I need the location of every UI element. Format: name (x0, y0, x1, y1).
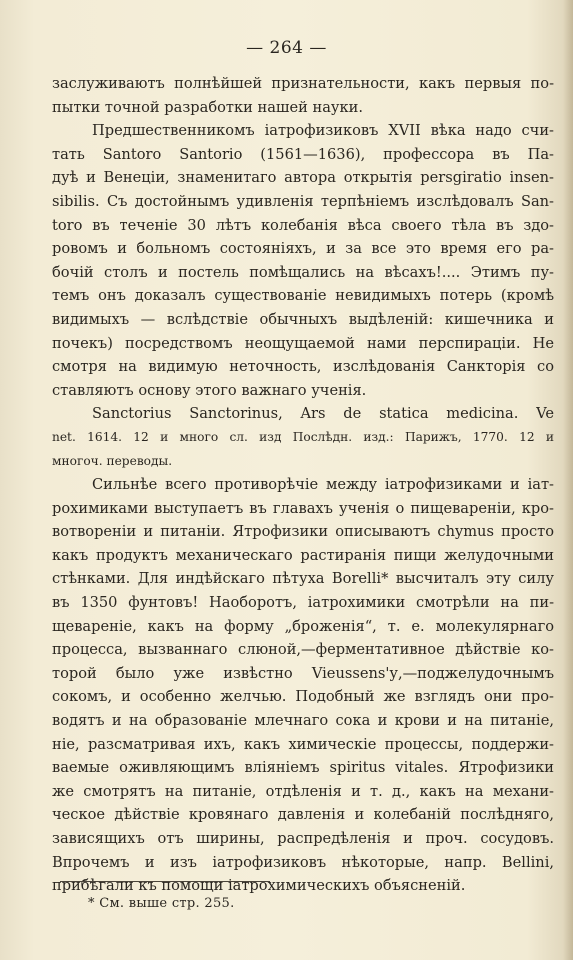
footnote: * См. выше стр. 255. (88, 896, 235, 911)
text-line: Впрочемъ и изъ iатрофизиковъ нѣкоторые, напр. Bellini, (52, 853, 554, 871)
text-line: почекъ) посредствомъ неощущаемой нами перспирацiи. Не (52, 334, 554, 352)
text-line: заслуживаютъ полнѣйшей признательности, какъ первыя по- (52, 75, 554, 92)
text-line: въ 1350 фунтовъ! Наоборотъ, iатрохимики смотрѣли на пи- (52, 594, 554, 612)
text-line: дуѣ и Венецiи, знаменитаго автора открытiя persgiratio insen- (52, 169, 554, 187)
text-line: пытки точной разработки нашей науки. (52, 98, 363, 116)
text-line: нiе, разсматривая ихъ, какъ химическiе процессы, поддержи- (52, 735, 554, 753)
text-line: многоч. переводы. (52, 453, 173, 468)
page-edge-shadow (563, 0, 573, 960)
footnote-divider (60, 881, 270, 882)
text-line: торой было уже извѣстно Vieussens'у,—поджелудочнымъ (52, 664, 554, 682)
text-line: сокомъ, и особенно желчью. Подобный же взглядъ они про- (52, 688, 554, 706)
text-line: Sanctorius Sanctorinus, Ars de statica medicina. Ve (92, 405, 554, 423)
page-number: — 264 — (246, 38, 327, 58)
text-line: процесса, вызваннаго слюной,—ферментативное дѣйствiе ко- (52, 641, 554, 659)
text-line: sibilis. Съ достойнымъ удивленiя терпѣнiемъ изслѣдовалъ San- (52, 192, 554, 210)
text-line: тать Santoro Santorio (1561—1636), профессора въ Па- (52, 145, 554, 163)
text-line: toro въ теченiе 30 лѣтъ колебанiя вѣса своего тѣла въ здо- (52, 216, 554, 234)
text-line: стѣнками. Для индѣйскаго пѣтуха Borelli* высчиталъ эту силу (52, 570, 554, 588)
text-line: водятъ и на образованiе млечнаго сока и крови и на питанiе, (52, 712, 554, 730)
text-line: прибѣгали къ помощи iатрохимическихъ объясненiй. (52, 877, 466, 895)
text-line: Предшественникомъ iатрофизиковъ XVII вѣка надо счи- (92, 122, 554, 140)
text-line: щеваренiе, какъ на форму „броженiя“, т. е. молекулярнаго (52, 617, 554, 635)
text-line: смотря на видимую неточность, изслѣдованiя Санкторiя со (52, 358, 554, 376)
text-line: Сильнѣе всего противорѣчiе между iатрофизиками и iат- (92, 476, 554, 494)
body-text (52, 72, 554, 898)
text-line: видимыхъ — вслѣдствiе обычныхъ выдѣленiй: кишечника и (52, 310, 554, 328)
text-line: ческое дѣйствiе кровянаго давленiя и колебанiй послѣдняго, (52, 806, 554, 824)
text-line: какъ продуктъ механическаго растиранiя пищи желудочными (52, 546, 554, 564)
text-line: бочiй столъ и постель помѣщались на вѣсахъ!.... Этимъ пу- (52, 263, 554, 281)
text-line: ровомъ и больномъ состоянiяхъ, и за все это время его ра- (52, 240, 554, 258)
text-line: ваемые оживляющимъ влiянiемъ spiritus vitales. Ятрофизики (52, 759, 554, 777)
text-line: ставляютъ основу этого важнаго ученiя. (52, 381, 367, 399)
text-line: зависящихъ отъ ширины, распредѣленiя и проч. сосудовъ. (52, 830, 554, 847)
text-line: же смотрятъ на питанiе, отдѣленiя и т. д., какъ на механи- (52, 782, 554, 800)
text-line: рохимиками выступаетъ въ главахъ ученiя о пищеваренiи, кро- (52, 499, 554, 517)
text-line: net. 1614. 12 и много сл. изд Послѣдн. изд.: Парижъ, 1770. 12 и (52, 429, 554, 444)
text-line: вотворенiи и питанiи. Ятрофизики описываютъ chymus просто (52, 523, 554, 541)
text-line: темъ онъ доказалъ существованiе невидимыхъ потерь (кромѣ (52, 287, 554, 305)
